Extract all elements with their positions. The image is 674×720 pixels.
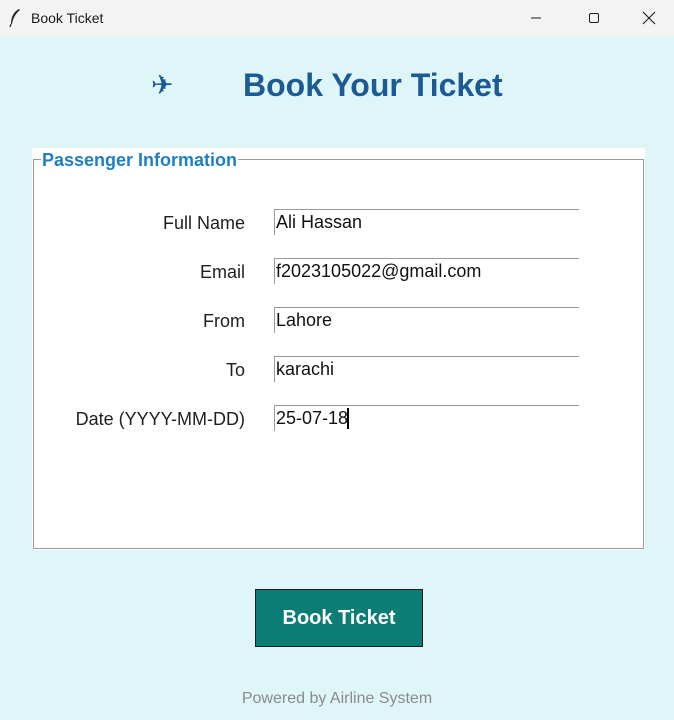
maximize-icon	[588, 12, 600, 24]
email-label: Email	[199, 262, 245, 282]
email-input[interactable]	[274, 258, 579, 284]
panel-legend: Passenger Information	[42, 150, 238, 170]
window-title: Book Ticket	[31, 10, 104, 26]
book-ticket-button[interactable]: Book Ticket	[255, 589, 423, 647]
from-label: From	[203, 311, 245, 331]
feather-icon	[8, 8, 22, 28]
to-label: To	[225, 360, 245, 380]
title-bar	[0, 0, 674, 36]
date-label: Date (YYYY-MM-DD)	[75, 409, 245, 429]
full-name-input[interactable]	[274, 209, 579, 235]
close-icon	[642, 11, 656, 25]
from-input[interactable]	[274, 307, 579, 333]
page-title: Book Your Ticket	[243, 67, 503, 103]
full-name-label: Full Name	[162, 213, 245, 233]
text-cursor	[347, 408, 349, 429]
airplane-icon: ✈	[151, 70, 174, 100]
minimize-button[interactable]	[507, 0, 565, 36]
minimize-icon	[530, 12, 542, 24]
date-input[interactable]	[274, 405, 579, 431]
close-button[interactable]	[623, 0, 674, 36]
maximize-button[interactable]	[565, 0, 623, 36]
to-input[interactable]	[274, 356, 579, 382]
footer-text: Powered by Airline System	[241, 690, 433, 707]
